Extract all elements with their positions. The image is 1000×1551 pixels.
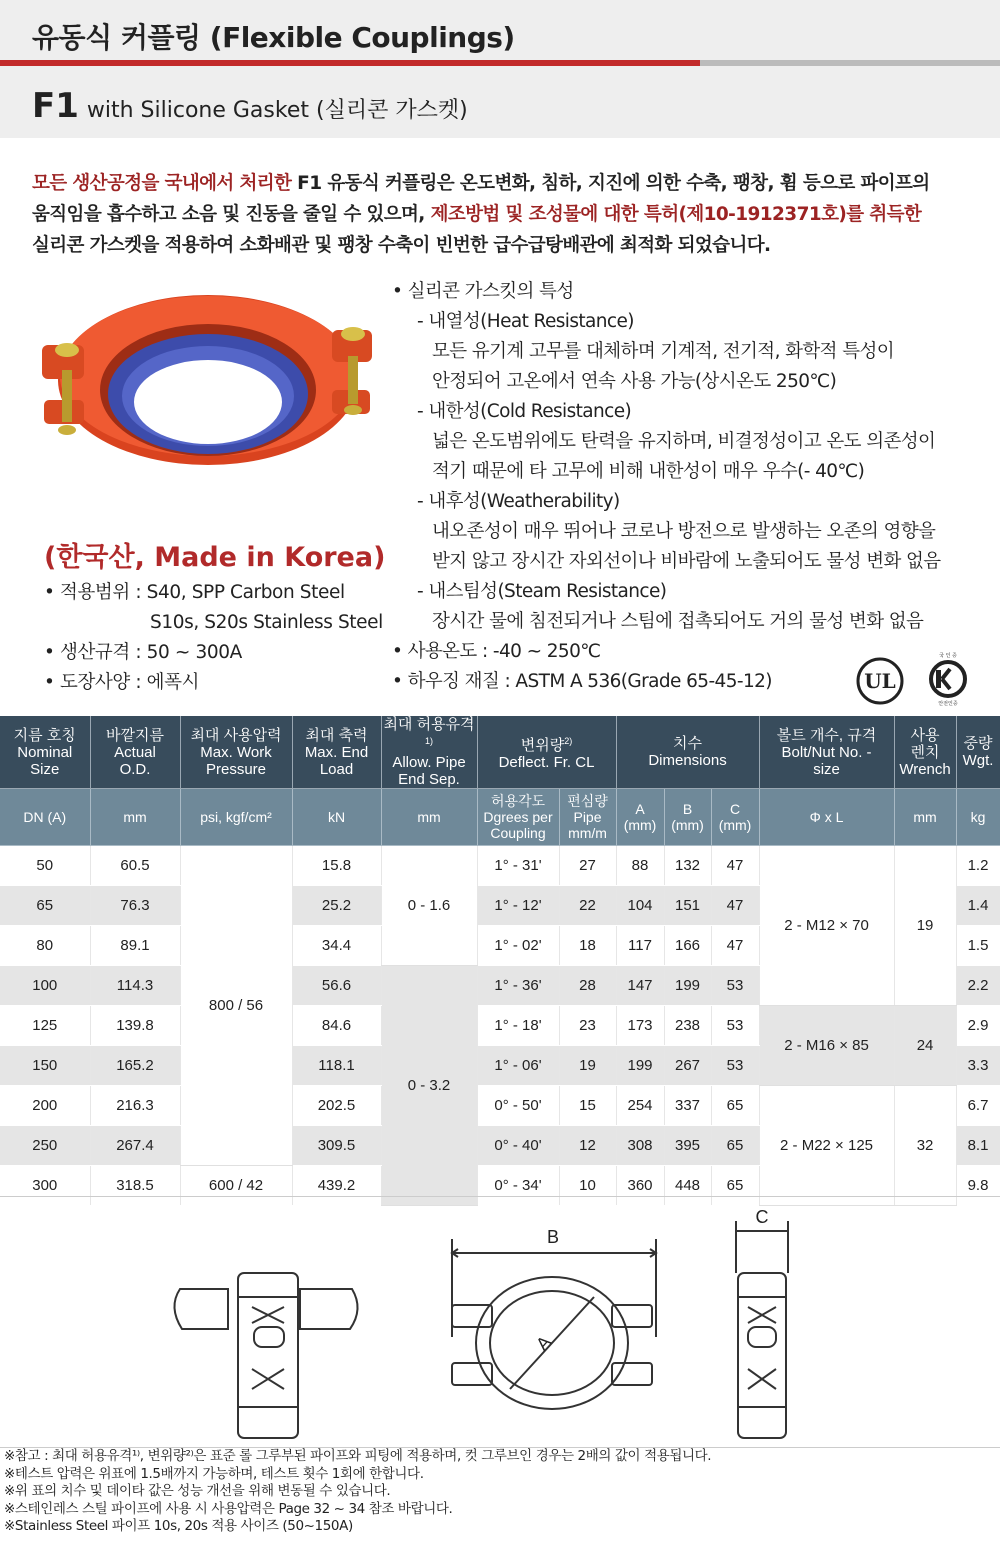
spec-range: • 생산규격 : 50 ~ 300A (44, 642, 242, 663)
table-cell: 173 (616, 1006, 664, 1046)
table-cell: 1° - 36' (477, 966, 559, 1006)
table-cell: 65 (711, 1166, 759, 1206)
table-cell: 439.2 (292, 1166, 381, 1206)
table-cell: 56.6 (292, 966, 381, 1006)
intro-highlight-2: 제조방법 및 조성물에 대한 특허(제10-1912371호)를 취득한 (430, 204, 922, 225)
table-cell: 47 (711, 926, 759, 966)
table-cell: 309.5 (292, 1126, 381, 1166)
spec-coating: • 도장사양 : 에폭시 (44, 672, 200, 693)
intro-highlight-1: 모든 생산공정을 국내에서 처리한 (32, 173, 292, 194)
table-cell: 125 (0, 1006, 90, 1046)
table-cell: 132 (664, 846, 711, 886)
coupling-photo (36, 270, 376, 485)
table-cell: 19 (894, 846, 956, 1006)
table-cell: 23 (559, 1006, 616, 1046)
gasket-properties (392, 277, 992, 697)
unit-bolt: Φ x L (759, 789, 894, 846)
table-cell: 117 (616, 926, 664, 966)
weather-desc-1: 내오존성이 매우 뛰어나 코로나 방전으로 발생하는 오존의 영향을 (432, 521, 936, 542)
table-cell: 53 (711, 1006, 759, 1046)
table-cell: 10 (559, 1166, 616, 1206)
weather-title: - 내후성(Weatherability) (417, 491, 620, 512)
table-cell: 84.6 (292, 1006, 381, 1046)
table-cell: 1° - 18' (477, 1006, 559, 1046)
page-title: 유동식 커플링 (Flexible Couplings) (32, 21, 515, 54)
unit-wrench: mm (894, 789, 956, 846)
table-cell: 300 (0, 1166, 90, 1206)
table-cell: 600 / 42 (180, 1166, 292, 1206)
col-header-weight: 중량 Wgt. (956, 716, 1000, 789)
table-cell: 118.1 (292, 1046, 381, 1086)
col-header-load: 최대 축력 Max. End Load (292, 716, 381, 789)
table-cell: 2 - M22 × 125 (759, 1086, 894, 1206)
note-1: ※참고 : 최대 허용유격¹⁾, 변위량²⁾은 표준 롤 그루부된 파이프와 피팅에 적용하며, 컷 그루브인 경우는 2배의 값이 적용됩니다. (4, 1448, 712, 1464)
housing-material: • 하우징 재질 : ASTM A 536(Grade 65-45-12) (392, 671, 772, 692)
table-cell: 32 (894, 1086, 956, 1206)
operating-temp: • 사용온도 : -40 ~ 250℃ (392, 641, 601, 662)
table-cell: 318.5 (90, 1166, 180, 1206)
product-subtitle (32, 86, 468, 126)
unit-separation: mm (381, 789, 477, 846)
table-cell: 2.2 (956, 966, 1000, 1006)
side-view-drawing (174, 1273, 357, 1438)
table-cell: 250 (0, 1126, 90, 1166)
table-cell: 0 - 3.2 (381, 966, 477, 1206)
table-cell: 360 (616, 1166, 664, 1206)
intro-line-2 (32, 199, 977, 230)
table-cell: 114.3 (90, 966, 180, 1006)
table-cell: 150 (0, 1046, 90, 1086)
table-cell: 165.2 (90, 1046, 180, 1086)
svg-text:A: A (532, 1331, 555, 1355)
table-cell: 15.8 (292, 846, 381, 886)
heat-desc-2: 안정되어 고온에서 연속 사용 가능(상시온도 250℃) (432, 371, 837, 392)
col-header-pressure: 최대 사용압력 Max. Work Pressure (180, 716, 292, 789)
table-cell: 34.4 (292, 926, 381, 966)
ul-logo-icon (855, 656, 905, 706)
table-cell: 28 (559, 966, 616, 1006)
table-row (0, 846, 1000, 886)
table-cell: 2 - M12 × 70 (759, 846, 894, 1006)
table-cell: 25.2 (292, 886, 381, 926)
cold-desc-2: 적기 때문에 타 고무에 비해 내한성이 매우 우수(- 40℃) (432, 461, 865, 482)
subheader-pipe: 편심량 Pipe mm/m (559, 789, 616, 846)
subheader-b: B (mm) (664, 789, 711, 846)
title-rule (0, 60, 1000, 66)
units-row (0, 789, 1000, 846)
table-cell: 24 (894, 1006, 956, 1086)
subheader-angle: 허용각도 Dgrees per Coupling (477, 789, 559, 846)
table-cell: 1.5 (956, 926, 1000, 966)
table-cell: 202.5 (292, 1086, 381, 1126)
table-row (0, 1006, 1000, 1046)
svg-text:국 인 증: 국 인 증 (939, 653, 957, 659)
table-cell: 199 (616, 1046, 664, 1086)
table-cell: 12 (559, 1126, 616, 1166)
table-cell: 448 (664, 1166, 711, 1206)
col-header-wrench: 사용 렌치 Wrench (894, 716, 956, 789)
table-cell: 395 (664, 1126, 711, 1166)
col-header-dimensions: 치수 Dimensions (616, 716, 759, 789)
col-header-deflection: 변위량$^{2)}$ Deflect. Fr. CL (477, 716, 616, 789)
table-cell: 1.4 (956, 886, 1000, 926)
table-cell: 1° - 31' (477, 846, 559, 886)
subheader-a: A (mm) (616, 789, 664, 846)
unit-size: DN (A) (0, 789, 90, 846)
table-cell: 3.3 (956, 1046, 1000, 1086)
footnotes (4, 1448, 711, 1536)
table-cell: 2.9 (956, 1006, 1000, 1046)
table-cell: 76.3 (90, 886, 180, 926)
col-header-size: 지름 호칭 Nominal Size (0, 716, 90, 789)
table-cell: 0° - 50' (477, 1086, 559, 1126)
steam-title: - 내스팀성(Steam Resistance) (417, 581, 667, 602)
table-cell: 53 (711, 1046, 759, 1086)
table-cell: 65 (0, 886, 90, 926)
table-cell: 18 (559, 926, 616, 966)
dimension-drawings (0, 1196, 1000, 1448)
table-cell: 200 (0, 1086, 90, 1126)
table-cell: 1° - 06' (477, 1046, 559, 1086)
table-cell: 337 (664, 1086, 711, 1126)
note-3: ※위 표의 치수 및 데이타 값은 성능 개선을 위해 변동될 수 있습니다. (4, 1483, 391, 1499)
col-header-separation: 최대 허용유격$^{1)}$ Allow. Pipe End Sep. (381, 716, 477, 789)
table-cell: 9.8 (956, 1166, 1000, 1206)
table-cell: 166 (664, 926, 711, 966)
table-cell: 238 (664, 1006, 711, 1046)
model-name: F1 (32, 86, 79, 126)
table-cell: 199 (664, 966, 711, 1006)
weather-desc-2: 받지 않고 장시간 자외선이나 비바람에 노출되어도 물성 변화 없음 (432, 551, 941, 572)
heat-title: - 내열성(Heat Resistance) (417, 311, 634, 332)
note-5: ※Stainless Steel 파이프 10s, 20s 적용 사이즈 (50~150A) (4, 1518, 353, 1534)
table-cell: 800 / 56 (180, 846, 292, 1166)
table-cell: 1° - 02' (477, 926, 559, 966)
table-cell: 139.8 (90, 1006, 180, 1046)
col-header-bolt: 볼트 개수, 규격 Bolt/Nut No. - size (759, 716, 894, 789)
svg-text:B: B (546, 1227, 560, 1247)
note-4: ※스테인레스 스틸 파이프에 사용 시 사용압력은 Page 32 ~ 34 참조 바랍니다. (4, 1500, 453, 1517)
table-cell: 15 (559, 1086, 616, 1126)
spec-list (44, 578, 383, 698)
table-cell: 0° - 40' (477, 1126, 559, 1166)
cold-desc-1: 넓은 온도범위에도 탄력을 유지하며, 비결정성이고 온도 의존성이 (432, 431, 936, 452)
table-cell: 104 (616, 886, 664, 926)
table-cell: 0 - 1.6 (381, 846, 477, 966)
unit-od: mm (90, 789, 180, 846)
heat-desc-1: 모든 유기계 고무를 대체하며 기계적, 전기적, 화학적 특성이 (432, 341, 895, 362)
table-cell: 216.3 (90, 1086, 180, 1126)
table-cell: 254 (616, 1086, 664, 1126)
table-cell: 22 (559, 886, 616, 926)
spec-scope: • 적용범위 : S40, SPP Carbon Steel (44, 582, 345, 603)
unit-weight: kg (956, 789, 1000, 846)
table-cell: 80 (0, 926, 90, 966)
table-cell: 308 (616, 1126, 664, 1166)
svg-text:C: C (755, 1207, 769, 1227)
table-cell: 147 (616, 966, 664, 1006)
unit-pressure: psi, kgf/cm² (180, 789, 292, 846)
table-cell: 47 (711, 886, 759, 926)
table-cell: 88 (616, 846, 664, 886)
end-view-drawing (736, 1207, 788, 1438)
table-cell: 267.4 (90, 1126, 180, 1166)
svg-text:안전인증: 안전인증 (938, 701, 958, 707)
table-cell: 53 (711, 966, 759, 1006)
properties-heading: • 실리콘 가스킷의 특성 (392, 281, 574, 302)
intro-text-1: F1 유동식 커플링은 온도변화, 침하, 지진에 의한 수축, 팽창, 휨 등으로 파이프의 (291, 173, 930, 194)
intro-line-1 (32, 168, 977, 199)
table-cell: 50 (0, 846, 90, 886)
table-cell: 2 - M16 × 85 (759, 1006, 894, 1086)
table-cell: 47 (711, 846, 759, 886)
specification-table (0, 716, 1000, 1206)
unit-load: kN (292, 789, 381, 846)
steam-desc-1: 장시간 물에 침전되거나 스팀에 접촉되어도 거의 물성 변화 없음 (432, 611, 924, 632)
table-row (0, 1086, 1000, 1126)
table-cell: 0° - 34' (477, 1166, 559, 1206)
intro-paragraph (32, 168, 977, 261)
subtitle-text: with Silicone Gasket (실리콘 가스켓) (86, 98, 468, 123)
intro-text-2: 움직임을 흡수하고 소음 및 진동을 줄일 수 있으며, (32, 204, 431, 225)
table-cell: 27 (559, 846, 616, 886)
table-cell: 6.7 (956, 1086, 1000, 1126)
table-cell: 151 (664, 886, 711, 926)
note-2: ※테스트 압력은 위표에 1.5배까지 가능하며, 테스트 횟수 1회에 한합니다. (4, 1465, 424, 1482)
page-header (0, 0, 1000, 138)
col-header-od: 바깥지름 Actual O.D. (90, 716, 180, 789)
cold-title: - 내한성(Cold Resistance) (417, 401, 632, 422)
table-cell: 8.1 (956, 1126, 1000, 1166)
table-cell: 89.1 (90, 926, 180, 966)
table-cell: 60.5 (90, 846, 180, 886)
kc-mark-icon (928, 650, 968, 708)
table-cell: 65 (711, 1126, 759, 1166)
origin-label: (한국산, Made in Korea) (44, 542, 386, 573)
front-view-drawing (452, 1227, 656, 1409)
table-cell: 1° - 12' (477, 886, 559, 926)
table-cell: 1.2 (956, 846, 1000, 886)
table-cell: 65 (711, 1086, 759, 1126)
subheader-c: C (mm) (711, 789, 759, 846)
spec-scope-2: S10s, S20s Stainless Steel (150, 612, 383, 633)
table-cell: 267 (664, 1046, 711, 1086)
svg-text:UL: UL (864, 669, 896, 693)
table-cell: 19 (559, 1046, 616, 1086)
intro-line-3: 실리콘 가스켓을 적용하여 소화배관 및 팽창 수축이 빈번한 급수급탕배관에 최적화 되었습니다. (32, 235, 771, 256)
table-cell: 100 (0, 966, 90, 1006)
